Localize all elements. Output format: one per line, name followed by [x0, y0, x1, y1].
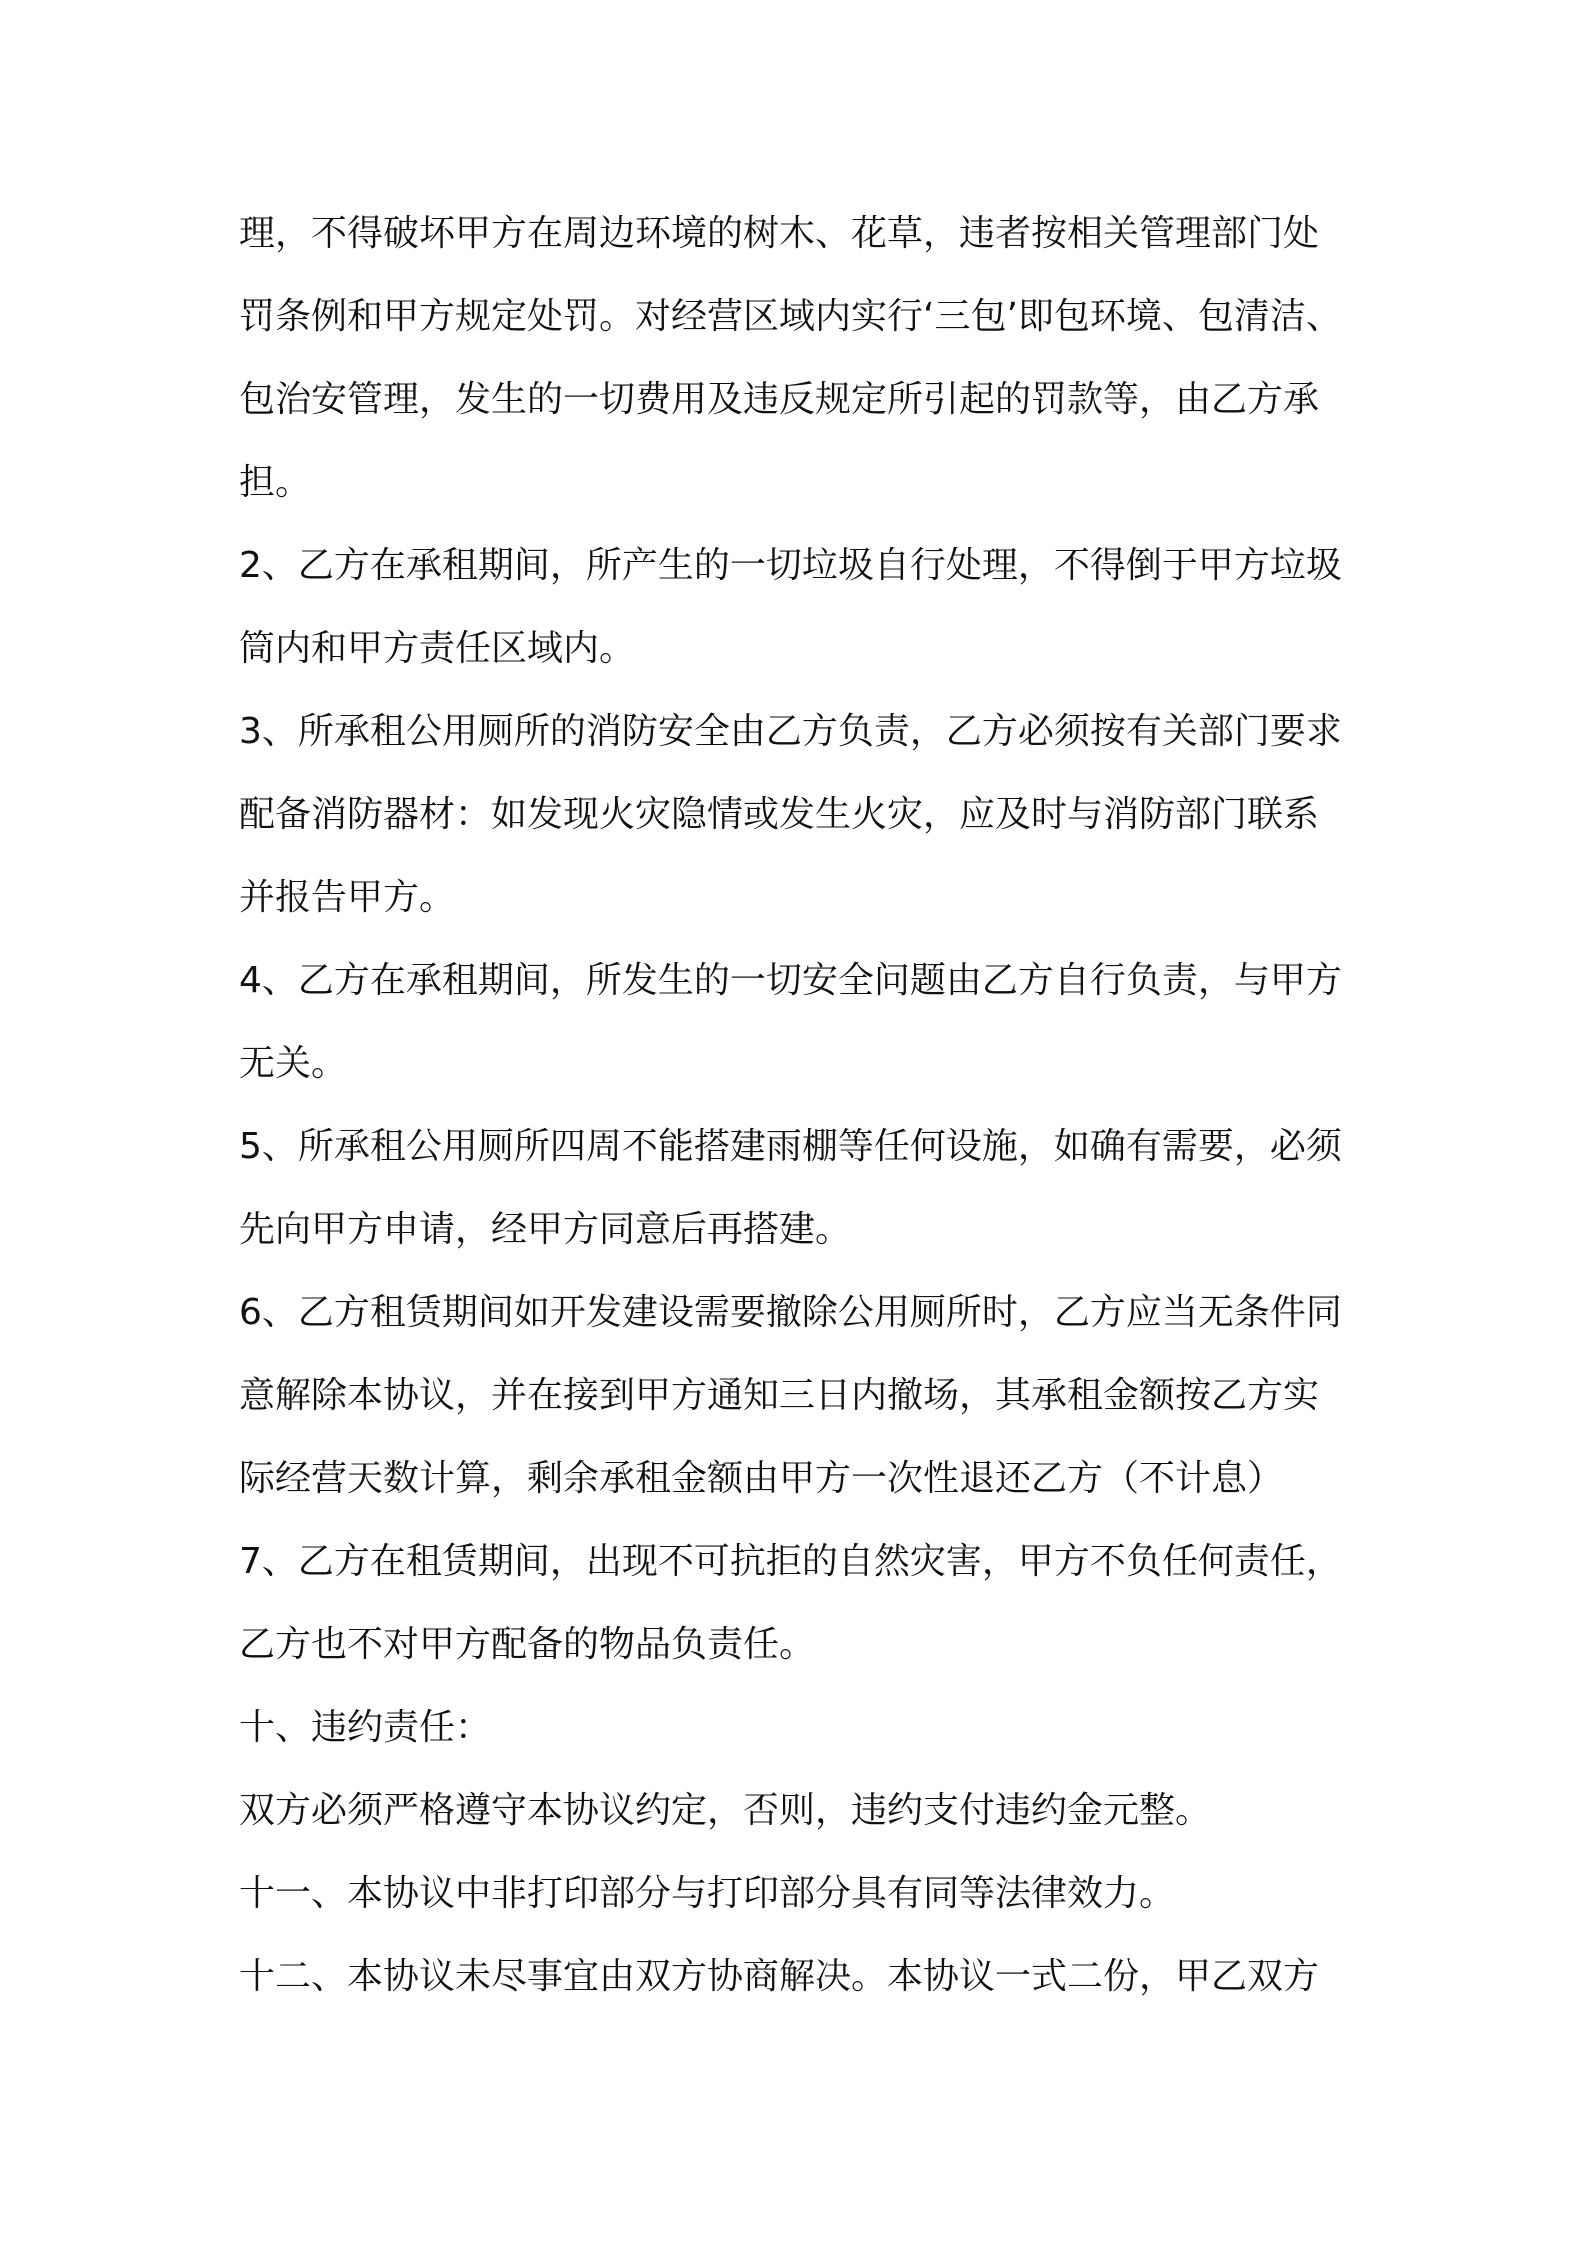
paragraph-item-5: 5、所承租公用厕所四周不能搭建雨棚等任何设施，如确有需要，必须先向甲方申请，经甲方同意后再搭建。	[239, 1126, 1342, 1250]
section-eleven: 十一、本协议中非打印部分与打印部分具有同等法律效力。	[239, 1873, 1176, 1914]
paragraph-item-2: 2、乙方在承租期间，所产生的一切垃圾自行处理，不得倒于甲方垃圾筒内和甲方责任区域内。	[239, 545, 1342, 669]
document-body	[239, 192, 1349, 2018]
paragraph-item-6: 6、乙方租赁期间如开发建设需要撤除公用厕所时，乙方应当无条件同意解除本协议，并在接到甲方通知三日内撤场，其承租金额按乙方实际经营天数计算，剩余承租金额由甲方一次性退还乙方（不计息）	[239, 1292, 1342, 1499]
paragraph-item-7: 7、乙方在租赁期间，出现不可抗拒的自然灾害，甲方不负任何责任，乙方也不对甲方配备的物品负责任。	[239, 1541, 1342, 1665]
paragraph-item-3: 3、所承租公用厕所的消防安全由乙方负责，乙方必须按有关部门要求配备消防器材：如发现火灾隐情或发生火灾，应及时与消防部门联系并报告甲方。	[239, 711, 1342, 918]
paragraph-breach-penalty: 双方必须严格遵守本协议约定，否则，违约支付违约金元整。	[239, 1790, 1212, 1831]
paragraph-environment-clause: 理，不得破坏甲方在周边环境的树木、花草，违者按相关管理部门处罚条例和甲方规定处罚。对经营区域内实行‘三包’即包环境、包清洁、包治安管理，发生的一切费用及违反规定所引起的罚款等，由乙方承担。	[239, 213, 1342, 503]
section-twelve: 十二、本协议未尽事宜由双方协商解决。本协议一式二份，甲乙双方	[239, 1956, 1320, 1997]
paragraph-item-4: 4、乙方在承租期间，所发生的一切安全问题由乙方自行负责，与甲方无关。	[239, 960, 1342, 1084]
section-heading-breach: 十、违约责任：	[239, 1707, 492, 1748]
